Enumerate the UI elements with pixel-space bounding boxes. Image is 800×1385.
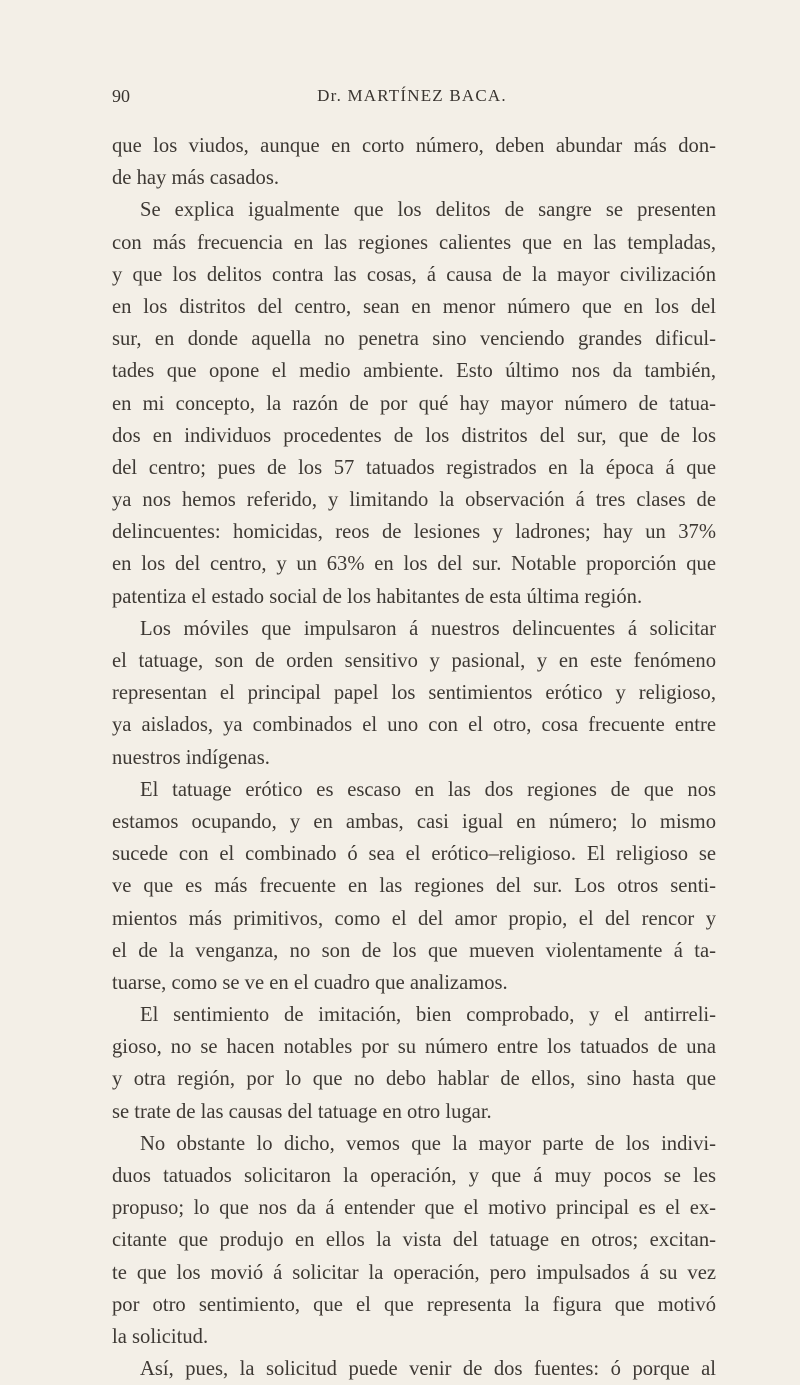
text-line: del centro; pues de los 57 tatuados registrados en la época á que bbox=[112, 456, 716, 479]
text-line: la solicitud. bbox=[112, 1325, 209, 1348]
text-line: dos en individuos procedentes de los distritos del sur, que de los bbox=[112, 424, 716, 447]
text-line: duos tatuados solicitaron la operación, y que á muy pocos se les bbox=[112, 1165, 716, 1187]
text-line: en los distritos del centro, sean en menor número que en los del bbox=[112, 295, 716, 318]
text-line: se trate de las causas del tatuage en otro lugar. bbox=[112, 1100, 492, 1123]
text-line: sur, en donde aquella no penetra sino venciendo grandes dificul- bbox=[112, 328, 716, 351]
body-text bbox=[112, 130, 716, 1385]
text-line: que los viudos, aunque en corto número, deben abundar más don- bbox=[112, 135, 716, 157]
text-line: ve que es más frecuente en las regiones del sur. Los otros senti- bbox=[112, 875, 716, 898]
text-line: y que los delitos contra las cosas, á causa de la mayor civilización bbox=[112, 263, 716, 286]
running-title: Dr. MARTÍNEZ BACA. bbox=[317, 86, 507, 105]
text-line: ya aislados, ya combinados el uno con el otro, cosa frecuente entre bbox=[112, 714, 716, 737]
text-line: te que los movió á solicitar la operación, pero impulsados á su vez bbox=[112, 1261, 716, 1284]
text-line: el tatuage, son de orden sensitivo y pasional, y en este fenómeno bbox=[112, 650, 716, 672]
text-line: El tatuage erótico es escaso en las dos regiones de que nos bbox=[140, 778, 716, 801]
text-line: en los del centro, y un 63% en los del sur. Notable proporción que bbox=[112, 553, 716, 576]
text-line: representan el principal papel los sentimientos erótico y religioso, bbox=[112, 682, 716, 705]
text-line: propuso; lo que nos da á entender que el motivo principal es el ex- bbox=[112, 1197, 716, 1220]
text-line: citante que produjo en ellos la vista del tatuage en otros; excitan- bbox=[112, 1229, 716, 1252]
text-line: delincuentes: homicidas, reos de lesiones y ladrones; hay un 37% bbox=[112, 521, 716, 544]
text-line: el de la venganza, no son de los que mueven violentamente á ta- bbox=[112, 939, 716, 962]
text-line: nuestros indígenas. bbox=[112, 746, 270, 769]
text-line: estamos ocupando, y en ambas, casi igual en número; lo mismo bbox=[112, 810, 716, 833]
text-line: patentiza el estado social de los habitantes de esta última región. bbox=[112, 585, 643, 608]
running-head bbox=[112, 86, 712, 110]
text-line: No obstante lo dicho, vemos que la mayor parte de los indivi- bbox=[140, 1132, 716, 1155]
text-line: sucede con el combinado ó sea el erótico–religioso. El religioso se bbox=[112, 843, 716, 866]
text-line: de hay más casados. bbox=[112, 167, 279, 190]
text-line: gioso, no se hacen notables por su número entre los tatuados de una bbox=[112, 1036, 716, 1059]
text-line: tades que opone el medio ambiente. Esto último nos da también, bbox=[112, 360, 716, 383]
text-line: Así, pues, la solicitud puede venir de dos fuentes: ó porque al bbox=[140, 1358, 716, 1381]
text-line: ya nos hemos referido, y limitando la observación á tres clases de bbox=[112, 489, 716, 512]
text-line: tuarse, como se ve en el cuadro que analizamos. bbox=[112, 971, 508, 994]
text-line: por otro sentimiento, que el que representa la figura que motivó bbox=[112, 1293, 716, 1316]
page-number: 90 bbox=[112, 86, 130, 106]
text-line: en mi concepto, la razón de por qué hay mayor número de tatua- bbox=[112, 392, 716, 415]
text-line: Los móviles que impulsaron á nuestros delincuentes á solicitar bbox=[140, 617, 716, 640]
text-line: Se explica igualmente que los delitos de sangre se presenten bbox=[140, 199, 716, 222]
text-line: con más frecuencia en las regiones calientes que en las templadas, bbox=[112, 231, 716, 254]
text-line: El sentimiento de imitación, bien comprobado, y el antirreli- bbox=[140, 1004, 716, 1027]
text-line: y otra región, por lo que no debo hablar de ellos, sino hasta que bbox=[112, 1068, 716, 1091]
text-line: mientos más primitivos, como el del amor propio, el del rencor y bbox=[112, 907, 716, 930]
